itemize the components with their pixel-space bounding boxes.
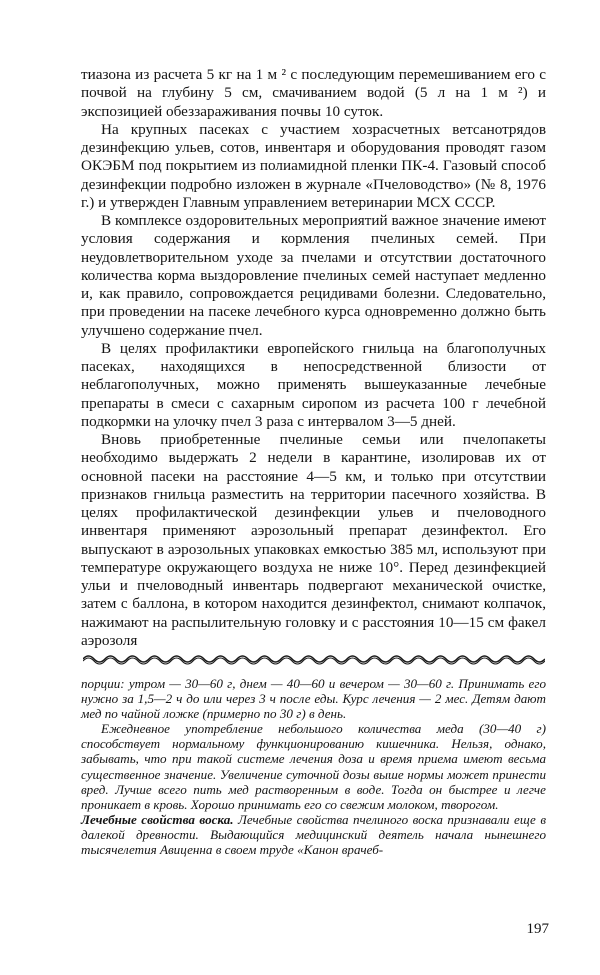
inset-text [81, 676, 546, 857]
paragraph-gas-disinfection: На крупных пасеках с участием хозрасчетных ветсанотрядов дезинфекцию ульев, сотов, инвентаря и оборудования проводят газом ОКЭБМ под покрытием из полиамидной пленки ПК-4. Газовый способ дезинфекции подробно изложен в журнале «Пчеловодство» (№ 8, 1976 г.) и утвержден Главным управлением ветеринарии МСХ СССР. [81, 120, 546, 211]
main-text [81, 66, 546, 650]
inset-paragraph-daily-use: Ежедневное употребление небольшого количества меда (30—40 г) способствует нормальному функционированию кишечника. Нельзя, однако, забывать, что при такой системе лечения доза и время приема имеют весьма существенное значение. Увеличение суточной дозы выше нормы может принести вред. Лучше всего пить мед растворенным в воде. Тогда он быстрее и легче проникает в кровь. Хорошо принимать его со свежим молоком, творогом. [81, 721, 546, 812]
inset-text-wax: Лечебные свойства пчелиного воска признавали еще в далекой древности. Выдающийся медицинский деятель начала нынешнего тысячелетия Авиценна в своем труде «Канон врачеб- [81, 811, 547, 858]
paragraph-prophylaxis: В целях профилактики европейского гнильца на благополучных пасеках, находящихся в непосредственной близости от неблагополучных, можно применять вышеуказанные лечебные препараты в смеси с сахарным сиропом из расчета 100 г лечебной подкормки на улочку пчел 3 раза с интервалом 3—5 дней. [81, 339, 546, 430]
paragraph-quarantine: Вновь приобретенные пчелиные семьи или пчелопакеты необходимо выдержать 2 недели в карантине, изолировав их от основной пасеки на расстояние 4—5 км, и только при отсутствии признаков гнильца разместить на территории пасечного хозяйства. В целях профилактической дезинфекции ульев и пчеловодного инвентаря применяют аэрозольный препарат дезинфектол. Его выпускают в аэрозольных упаковках емкостью 385 мл, используют при температуре окружающего воздуха не ниже 10°. Перед дезинфекцией ульи и пчеловодный инвентарь подвергают механической очистке, затем с баллона, в котором находится дезинфектол, снимают колпачок, нажимают на распылительную головку и с расстояния 10—15 см факел аэрозоля [81, 431, 546, 649]
wavy-divider [83, 652, 545, 666]
paragraph-keeping-conditions: В комплексе оздоровительных мероприятий важное значение имеют условия содержания и кормления пчелиных семей. При неудовлетворительном уходе за пчелами и отсутствии достаточного количества корма выздоровление пчелиных семей наступает медленно и, как правило, сопровождается рецидивами болезни. Следовательно, при проведении на пасеке лечебного курса одновременно должно быть улучшено содержание пчел. [81, 212, 546, 339]
page-number: 197 [526, 921, 549, 937]
inset-paragraph-wax [81, 812, 546, 857]
inset-heading-wax: Лечебные свойства воска. [81, 811, 234, 827]
inset-paragraph-dosage: порции: утром — 30—60 г, днем — 40—60 и вечером — 30—60 г. Принимать его нужно за 1,5—2 ч до или через 3 ч после еды. Курс лечения — 2 мес. Детям дают мед по чайной ложке (примерно по 30 г) в день. [81, 676, 546, 722]
paragraph-soil-treatment: тиазона из расчета 5 кг на 1 м ² с последующим перемешиванием его с почвой на глубину 5 см, смачиванием водой (5 л на 1 м ²) и экспозицией обеззараживания почвы 10 суток. [81, 66, 546, 120]
